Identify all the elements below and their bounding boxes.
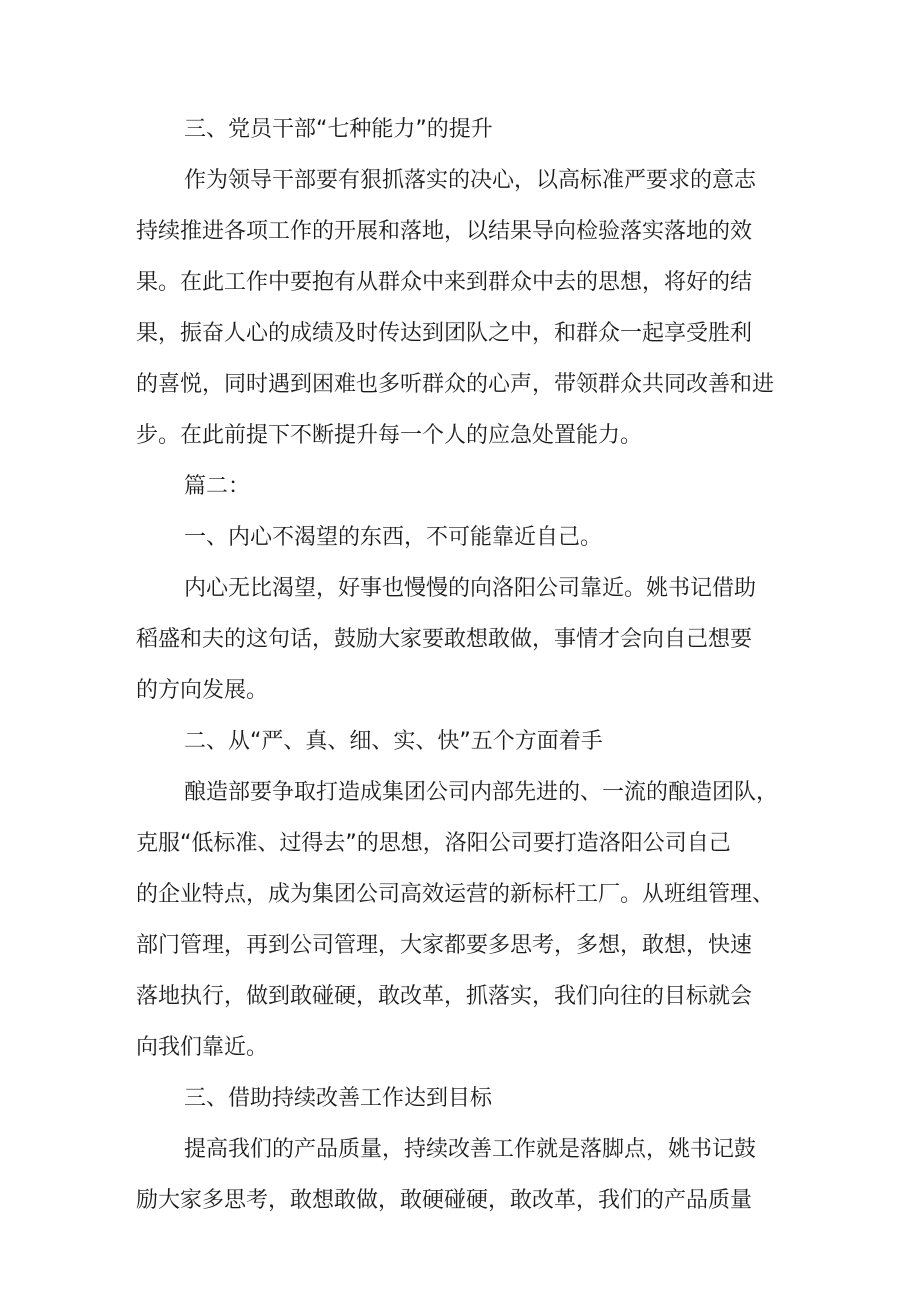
paragraph-line: 落地执行，做到敢碰硬，敢改革，抓落实，我们向往的目标就会 — [136, 984, 753, 1009]
section-heading: 三、党员干部“七种能力”的提升 — [184, 117, 493, 142]
paragraph-line: 部门管理，再到公司管理，大家都要多思考，多想，敢想，快速 — [136, 933, 753, 958]
part-heading: 篇二： — [184, 474, 251, 499]
paragraph-line: 果。在此工作中要抱有从群众中来到群众中去的思想，将好的结 — [136, 270, 753, 295]
paragraph-line: 提高我们的产品质量，持续改善工作就是落脚点，姚书记鼓 — [184, 1137, 757, 1162]
paragraph-line: 的方向发展。 — [136, 678, 269, 703]
section-heading: 三、借助持续改善工作达到目标 — [184, 1086, 493, 1111]
paragraph-line: 励大家多思考，敢想敢做，敢硬碰硬，敢改革，我们的产品质量 — [136, 1188, 753, 1213]
paragraph-line: 克服“低标准、过得去”的思想，洛阳公司要打造洛阳公司自己 — [136, 831, 731, 856]
paragraph-line: 持续推进各项工作的开展和落地，以结果导向检验落实落地的效 — [136, 219, 753, 244]
paragraph-line: 向我们靠近。 — [136, 1035, 269, 1060]
section-heading: 一、内心不渴望的东西，不可能靠近自己。 — [184, 525, 603, 550]
paragraph-line: 的企业特点，成为集团公司高效运营的新标杆工厂。从班组管理、 — [136, 882, 775, 907]
paragraph-line: 作为领导干部要有狠抓落实的决心，以高标准严要求的意志 — [184, 168, 757, 193]
paragraph-line: 果，振奋人心的成绩及时传达到团队之中，和群众一起享受胜利 — [136, 321, 753, 346]
section-heading: 二、从“严、真、细、实、快”五个方面着手 — [184, 729, 603, 754]
paragraph-line: 步。在此前提下不断提升每一个人的应急处置能力。 — [136, 423, 643, 448]
paragraph-line: 稻盛和夫的这句话，鼓励大家要敢想敢做，事情才会向自己想要 — [136, 627, 753, 652]
paragraph-line: 的喜悦，同时遇到困难也多听群众的心声，带领群众共同改善和进 — [136, 372, 775, 397]
paragraph-line: 酿造部要争取打造成集团公司内部先进的、一流的酿造团队， — [184, 780, 779, 805]
paragraph-line: 内心无比渴望，好事也慢慢的向洛阳公司靠近。姚书记借助 — [184, 576, 757, 601]
